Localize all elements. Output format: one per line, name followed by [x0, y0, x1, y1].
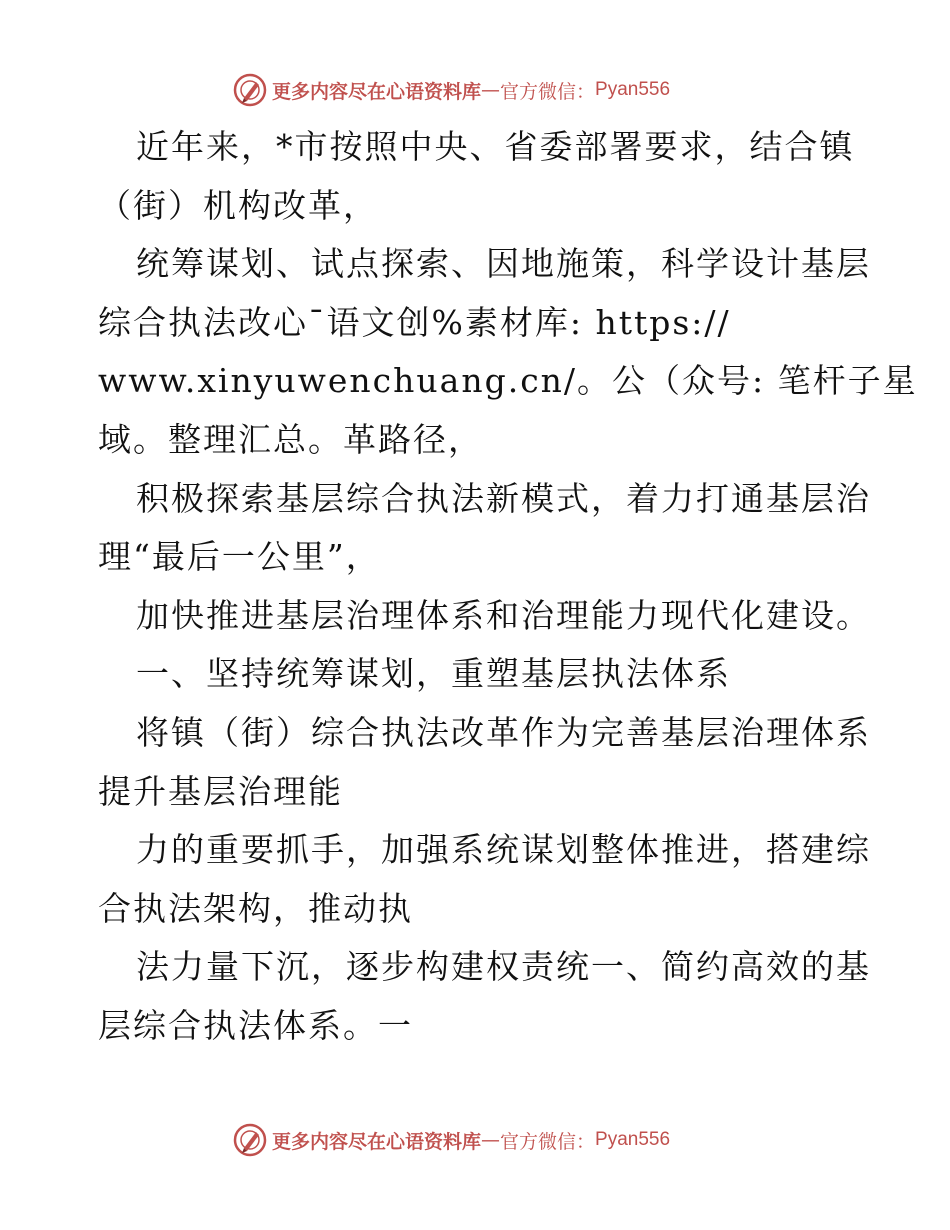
- text-line: 提升基层治理能: [98, 771, 343, 811]
- text-line: 层综合执法体系。一: [98, 1005, 413, 1045]
- text-line: 综合执法改心¯语文创%素材库: https://: [98, 302, 731, 342]
- header-banner: [232, 70, 792, 110]
- pen-logo-icon: [232, 72, 268, 108]
- footer-banner: [232, 1120, 792, 1160]
- banner-text: 更多内容尽在心语资料库: [272, 1130, 482, 1153]
- document-body: [98, 118, 918, 1056]
- text-line: （街）机构改革，: [98, 185, 378, 225]
- text-line: 合执法架构，推动执: [98, 888, 413, 928]
- text-line: 力的重要抓手，加强系统谋划整体推进，搭建综: [136, 830, 871, 870]
- text-line: 法力量下沉，逐步构建权责统一、简约高效的基: [136, 947, 871, 987]
- banner-text: 更多内容尽在心语资料库: [272, 80, 482, 103]
- banner-wechat-id: Pyan556: [595, 79, 671, 100]
- banner-wechat-id: Pyan556: [595, 1129, 671, 1150]
- text-line: 理“最后一公里”，: [98, 537, 381, 577]
- text-line: 将镇（街）综合执法改革作为完善基层治理体系: [136, 712, 871, 752]
- text-line: 加快推进基层治理体系和治理能力现代化建设。: [136, 595, 871, 635]
- banner-wechat-label: 官方微信：: [500, 80, 596, 103]
- pen-logo-icon: [232, 1122, 268, 1158]
- banner-wechat-label: 官方微信：: [500, 1130, 596, 1153]
- text-line: 积极探索基层综合执法新模式，着力打通基层治: [136, 478, 871, 518]
- banner-dash: —: [481, 79, 501, 101]
- banner-dash: —: [481, 1129, 501, 1151]
- text-line: 域。整理汇总。革路径，: [98, 419, 483, 459]
- text-line: 统筹谋划、试点探索、因地施策，科学设计基层: [136, 244, 871, 284]
- text-line: 一、坚持统筹谋划，重塑基层执法体系: [136, 654, 731, 694]
- text-line: 近年来，*市按照中央、省委部署要求，结合镇: [136, 127, 855, 166]
- text-line: www.xinyuwenchuang.cn/。公（众号: 笔杆子星: [98, 361, 918, 401]
